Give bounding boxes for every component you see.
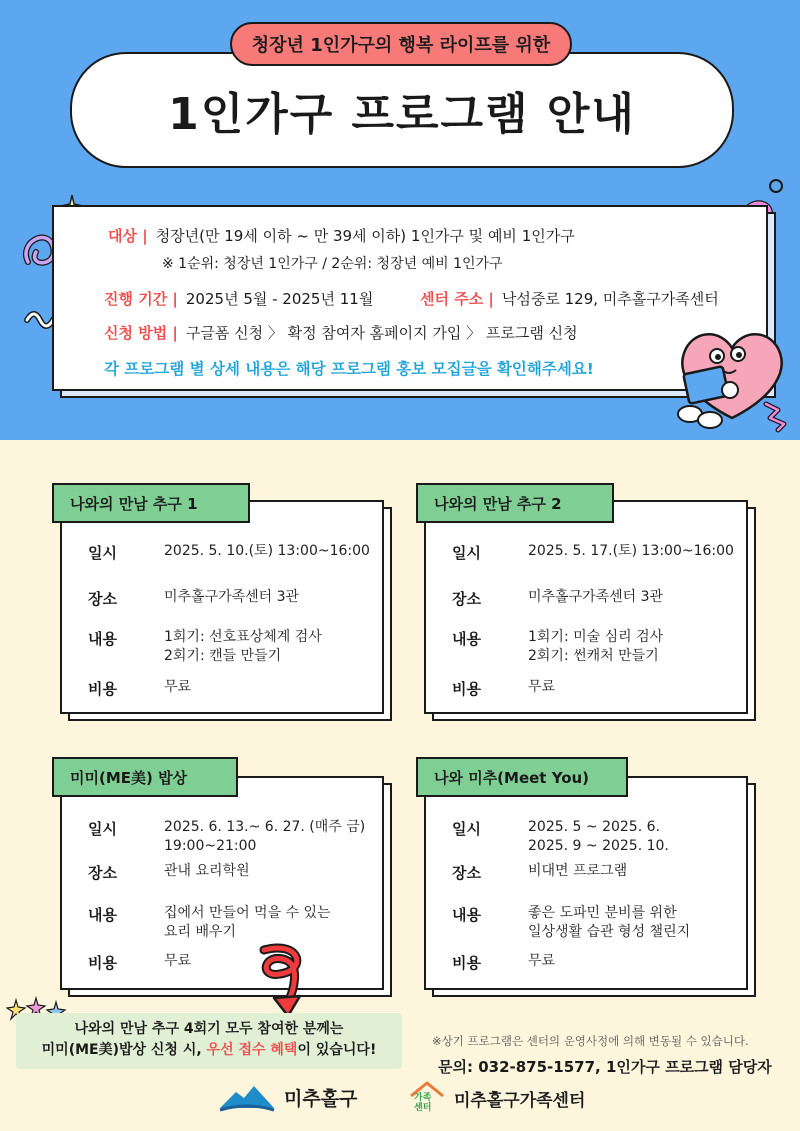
priority-benefit-highlight: 우선 접수 혜택: [206, 1042, 298, 1058]
center-mark-text: 가족 센터: [414, 1093, 432, 1113]
card-content: 집에서 만들어 먹을 수 있는 요리 배우기: [164, 905, 331, 940]
notice-line-2: 미미(ME美)밥상 신청 시, 우선 접수 혜택이 있습니다!: [41, 1042, 377, 1058]
card-content-row: 내용 집에서 만들어 먹을 수 있는 요리 배우기: [88, 905, 331, 940]
program-card-1: [60, 500, 384, 714]
info-notice: 각 프로그램 별 상세 내용은 해당 프로그램 홍보 모집글을 확인해주세요!: [104, 360, 594, 378]
center-logo-text: 미추홀구가족센터: [454, 1090, 586, 1111]
card-place-row: 장소 미추홀구가족센터 3관: [452, 589, 664, 608]
card-date-row: 일시 2025. 5. 17.(토) 13:00~16:00: [452, 543, 734, 562]
card-date-row: 일시 2025. 5. 10.(토) 13:00~16:00: [88, 543, 370, 562]
card-place-row: 장소 관내 요리학원: [88, 863, 250, 882]
card-place: 비대면 프로그램: [528, 863, 628, 879]
house-logo-icon: [408, 1079, 446, 1117]
card-place: 미추홀구가족센터 3관: [164, 589, 300, 605]
card-content-row: 내용 1회기: 선호표상체계 검사 2회기: 캔들 만들기: [88, 629, 322, 664]
card-date: 2025. 5. 17.(토) 13:00~16:00: [528, 543, 734, 559]
contact-info: 문의: 032-875-1577, 1인가구 프로그램 담당자: [438, 1058, 772, 1076]
page-title: 1인가구 프로그램 안내: [70, 52, 734, 168]
subtitle-pill: 청장년 1인가구의 행복 라이프를 위한: [230, 22, 572, 66]
card-content: 1회기: 선호표상체계 검사 2회기: 캔들 만들기: [164, 629, 322, 664]
program-title-4: 나와 미추(Meet You): [416, 757, 628, 797]
card-date: 2025. 5 ~ 2025. 6. 2025. 9 ~ 2025. 10.: [528, 819, 669, 854]
card-date-row: 일시 2025. 6. 13.~ 6. 27. (매주 금) 19:00~21:00: [88, 819, 366, 854]
card-place-row: 장소 미추홀구가족센터 3관: [88, 589, 300, 608]
program-title-2: 나와의 만남 추구 2: [416, 483, 614, 523]
card-date: 2025. 6. 13.~ 6. 27. (매주 금) 19:00~21:00: [164, 819, 366, 854]
bottom-notice: [16, 1013, 402, 1069]
card-cost: 무료: [528, 679, 556, 695]
card-cost-row: 비용 무료: [452, 953, 556, 972]
period-value: 2025년 5월 - 2025년 11월: [185, 290, 374, 308]
card-cost-row: 비용 무료: [452, 679, 556, 698]
card-cost-row: 비용 무료: [88, 953, 192, 972]
district-logo: [218, 1082, 357, 1112]
card-content: 좋은 도파민 분비를 위한 일상생활 습관 형성 챌린지: [528, 905, 691, 940]
target-label: 대상 |: [108, 227, 148, 245]
heart-mascot-icon: [672, 318, 792, 430]
program-title-1: 나와의 만남 추구 1: [52, 483, 250, 523]
period-label: 진행 기간 |: [104, 290, 178, 308]
program-card-4: [424, 776, 748, 990]
family-center-logo: [408, 1079, 585, 1117]
mountain-logo-icon: [218, 1082, 276, 1112]
info-address-row: [420, 288, 719, 309]
address-label: 센터 주소 |: [420, 290, 494, 308]
card-cost: 무료: [528, 953, 556, 969]
card-place: 미추홀구가족센터 3관: [528, 589, 664, 605]
notice-line-1: 나와의 만남 추구 4회기 모두 참여한 분께는: [74, 1021, 344, 1037]
info-target-row: [108, 225, 575, 246]
card-cost: 무료: [164, 679, 192, 695]
program-card-3: [60, 776, 384, 990]
card-content-row: 내용 1회기: 미술 심리 검사 2회기: 썬캐처 만들기: [452, 629, 664, 664]
info-period-row: [104, 288, 373, 309]
priority-note: ※ 1순위: 청장년 1인가구 / 2순위: 청장년 예비 1인가구: [162, 256, 503, 272]
card-date-row: 일시 2025. 5 ~ 2025. 6. 2025. 9 ~ 2025. 10.: [452, 819, 669, 854]
curly-arrow-icon: [250, 940, 314, 1022]
card-content-row: 내용 좋은 도파민 분비를 위한 일상생활 습관 형성 챌린지: [452, 905, 691, 940]
program-card-2: [424, 500, 748, 714]
address-value: 낙섬중로 129, 미추홀구가족센터: [501, 290, 719, 308]
card-cost: 무료: [164, 953, 192, 969]
target-value: 청장년(만 19세 이하 ~ 만 39세 이하) 1인가구 및 예비 1인가구: [155, 227, 575, 245]
apply-label: 신청 방법 |: [104, 324, 178, 342]
card-cost-row: 비용 무료: [88, 679, 192, 698]
footnote: ※상기 프로그램은 센터의 운영사정에 의해 변동될 수 있습니다.: [432, 1034, 749, 1048]
card-place-row: 장소 비대면 프로그램: [452, 863, 628, 882]
apply-value: 구글폼 신청 〉 확정 참여자 홈페이지 가입 〉 프로그램 신청: [185, 324, 578, 342]
info-box: [52, 205, 768, 391]
card-date: 2025. 5. 10.(토) 13:00~16:00: [164, 543, 370, 559]
info-apply-row: [104, 322, 578, 343]
program-title-3: 미미(ME美) 밥상: [52, 757, 238, 797]
card-content: 1회기: 미술 심리 검사 2회기: 썬캐처 만들기: [528, 629, 664, 664]
card-place: 관내 요리학원: [164, 863, 250, 879]
district-logo-text: 미추홀구: [284, 1087, 358, 1110]
